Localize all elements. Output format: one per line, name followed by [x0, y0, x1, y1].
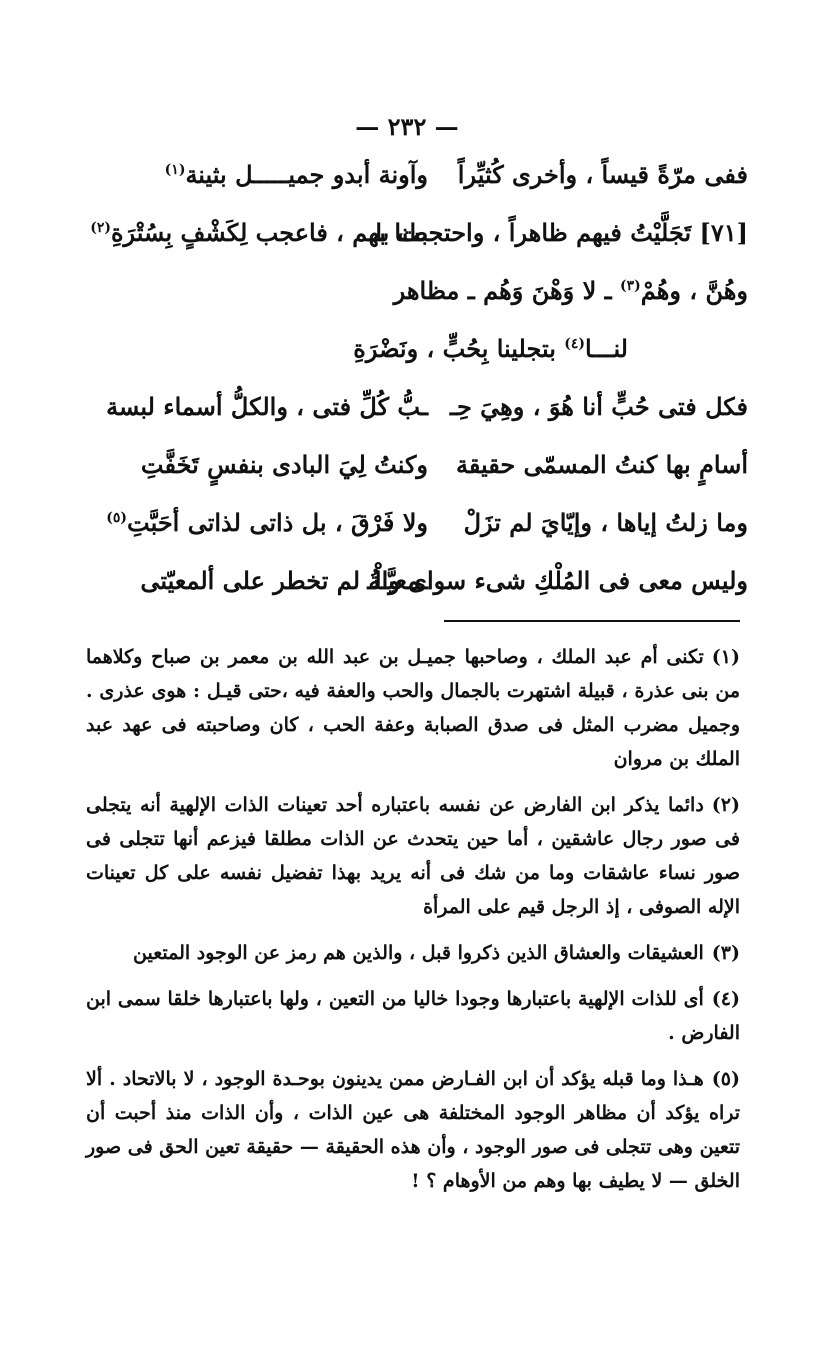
footnote-text: هـذا وما قبله يؤكد أن ابن الفـارض ممن يدينون بوحـدة الوجود ، لا بالاتحاد . ألا تراه يؤكد أن مظاهر الوجود المختلفة هى عين الذات ، وأن الذات منذ أحبت أن تتعين وهى تتجلى فى صور الوجود ، وأن هذه الحقيقة — حقيقة تعين الحق فى صور الخلق — لا يطيف بها وهم من الأوهام ؟ !: [86, 1068, 740, 1192]
verse-second-hemistich: وكنتُ لِيَ البادى بنفسٍ تَخَفَّتِ: [140, 450, 428, 479]
footnote-text: تكنى أم عبد الملك ، وصاحبها جميـل بن عبد الله بن معمر بن صباح وكلاهما من بنى عذرة ، قبيلة اشتهرت بالجمال والحب والعفة فيه ،حتى قيـل : هوى عذرى . وجميل مضرب المثل فى صدق الصبابة وعفة الحب ، كان وصاحبته فى عهد عبد الملك بن مروان: [86, 646, 740, 770]
footnote-number: (٥): [711, 1068, 740, 1090]
verse-first-hemistich: فكل فتى حُبٍّ أنا هُوَ ، وهِيَ حِـ: [449, 392, 748, 421]
footnote-text: دائما يذكر ابن الفارض عن نفسه باعتباره أحد تعينات الذات الإلهية أنه يتجلى فى صور رجال عاشقين ، أما حين يتحدث عن الذات مطلقا فيزعم أنها تتجلى فى صور نساء عاشقات وما من شك فى أنه يريد بهذا تفضيل نفسه على كل تعينات الإله الصوفى ، إذ الرجل قيم على المرأة: [86, 794, 740, 918]
footnote-ref: (٤): [564, 336, 586, 352]
footnote-number: (١): [711, 646, 740, 668]
footnote-number: (٢): [711, 794, 740, 816]
footnote-number: (٣): [711, 942, 740, 964]
footnote-ref: (٣): [620, 278, 641, 294]
footnote-divider: [444, 620, 740, 622]
verse-first-hemistich: وليس معى فى المُلْكِ شىء سواى والْـ: [367, 566, 748, 595]
footnote: [86, 1062, 740, 1198]
verse-line: [108, 392, 748, 450]
footnote: [86, 936, 740, 970]
hemistich-text: طنا بهم ، فاعجب لِكَشْفٍ بِسُتْرَةِ: [110, 218, 428, 247]
verse-line: [108, 450, 748, 508]
verse-second-hemistich: [90, 218, 428, 247]
verse-full-line: [108, 334, 628, 363]
verse-first-hemistich: وما زلتُ إياها ، وإيّايَ لم تزَلْ: [463, 508, 748, 537]
verse-first-hemistich: ففى مرّةً قيساً ، وأخرى كُثيِّراً: [457, 160, 748, 189]
verse-full-line: [108, 276, 748, 305]
footnote: [86, 982, 740, 1050]
verse-line: [108, 160, 748, 218]
poem-block: [90, 160, 748, 624]
verse-text: لنـــا: [585, 334, 628, 363]
verse-first-hemistich: [٧١] تَجَلَّيْتُ فيهم ظاهراً ، واحتجبت با: [375, 218, 748, 247]
verse-line: [108, 566, 748, 624]
footnote-text: العشيقات والعشاق الذين ذكروا قبل ، والذين هم رمز عن الوجود المتعين: [133, 942, 704, 964]
footnotes: [86, 640, 740, 1210]
footnote: [86, 640, 740, 776]
hemistich-text: ولا فَرْقَ ، بل ذاتى لذاتى أحَبَّتِ: [127, 508, 428, 537]
verse-text: بتجلينا بِحُبٍّ ، ونَضْرَةِ: [353, 334, 565, 363]
verse-line: [108, 276, 748, 334]
verse-line: [90, 218, 748, 276]
footnote: [86, 788, 740, 924]
footnote-number: (٤): [711, 988, 740, 1010]
verse-second-hemistich: ـبُّ كُلِّ فتى ، والكلُّ أسماء لبسة: [106, 392, 428, 421]
verse-second-hemistich: [108, 508, 428, 537]
hemistich-text: وآونة أبدو جميـــــل بثينة: [185, 160, 428, 189]
verse-second-hemistich: ـمعيَّـةُ لم تخطر على ألمعيّتى: [140, 566, 428, 595]
verse-line: [108, 334, 748, 392]
verse-line: [108, 508, 748, 566]
footnote-ref: (٢): [90, 220, 111, 236]
footnote-text: أى للذات الإلهية باعتبارها وجودا خاليا من التعين ، ولها باعتبارها خلقا سمى ابن الفارض .: [86, 988, 740, 1044]
page-number: — ٢٣٢ —: [355, 112, 459, 141]
footnote-ref: (٥): [106, 510, 128, 526]
verse-first-hemistich: أسامٍ بها كنتُ المسمّى حقيقة: [455, 450, 748, 479]
verse-text: ـ لا وَهْنَ وَهُم ـ مظاهر: [393, 276, 621, 305]
verse-second-hemistich: [108, 160, 428, 189]
verse-text: وهُنَّ ، وهُمْ: [640, 276, 748, 305]
footnote-ref: (١): [164, 162, 186, 178]
